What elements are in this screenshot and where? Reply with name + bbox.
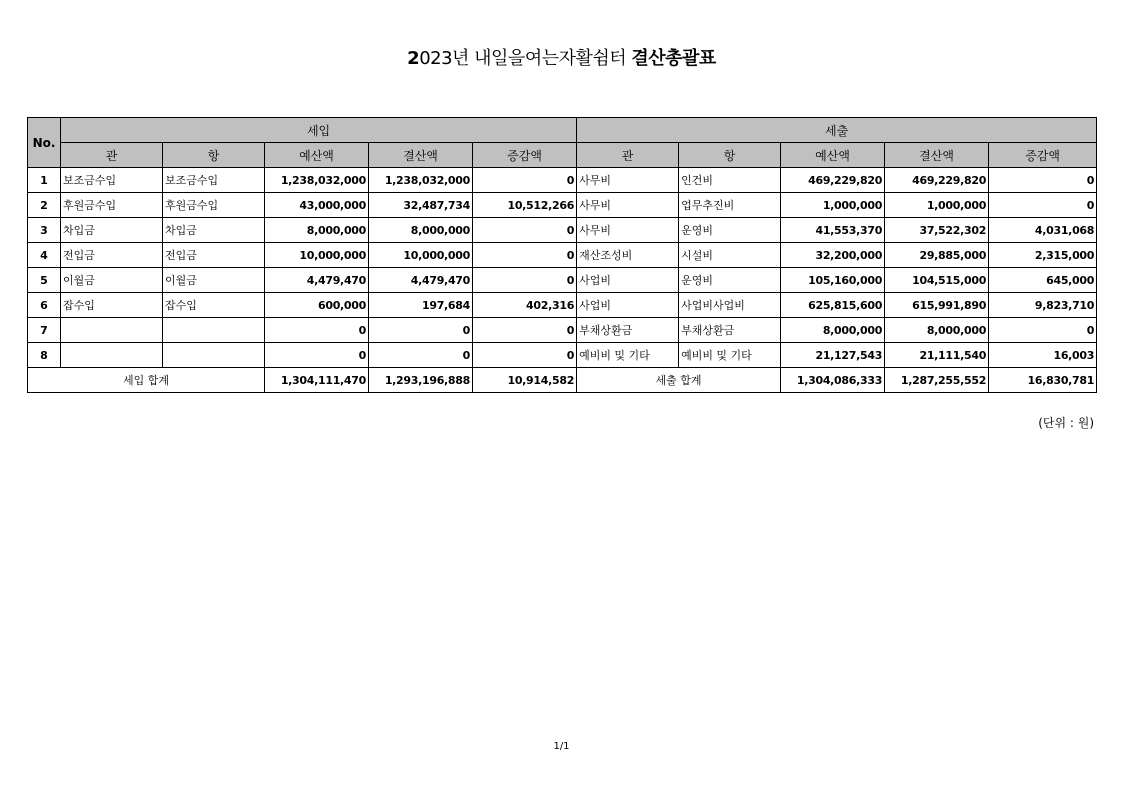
table-row [28, 268, 1097, 293]
header-income-settlement: 결산액 [369, 143, 473, 168]
expense-gwan: 사무비 [577, 218, 679, 243]
expense-budget: 21,127,543 [781, 343, 885, 368]
header-income-difference: 증감액 [473, 143, 577, 168]
income-hang: 후원금수입 [163, 193, 265, 218]
expense-settlement: 37,522,302 [885, 218, 989, 243]
expense-settlement: 104,515,000 [885, 268, 989, 293]
expense-gwan: 사업비 [577, 268, 679, 293]
income-settlement: 32,487,734 [369, 193, 473, 218]
income-budget: 43,000,000 [265, 193, 369, 218]
income-hang [163, 343, 265, 368]
income-budget: 0 [265, 343, 369, 368]
income-budget: 1,238,032,000 [265, 168, 369, 193]
expense-settlement: 21,111,540 [885, 343, 989, 368]
table-row [28, 293, 1097, 318]
table-row [28, 168, 1097, 193]
title-middle: 023년 내일을여는자활쉼터 [419, 48, 632, 69]
row-no: 5 [28, 268, 61, 293]
income-difference: 0 [473, 243, 577, 268]
header-expense-settlement: 결산액 [885, 143, 989, 168]
expense-difference: 16,003 [989, 343, 1097, 368]
expense-difference: 9,823,710 [989, 293, 1097, 318]
expense-gwan: 부채상환금 [577, 318, 679, 343]
expense-difference: 2,315,000 [989, 243, 1097, 268]
expense-settlement: 469,229,820 [885, 168, 989, 193]
income-difference: 0 [473, 318, 577, 343]
header-expense-hang: 항 [679, 143, 781, 168]
table-row [28, 243, 1097, 268]
expense-gwan: 사무비 [577, 168, 679, 193]
row-no: 1 [28, 168, 61, 193]
expense-hang: 운영비 [679, 218, 781, 243]
expense-difference: 645,000 [989, 268, 1097, 293]
header-expense-group: 세출 [577, 118, 1097, 143]
expense-settlement: 29,885,000 [885, 243, 989, 268]
header-income-budget: 예산액 [265, 143, 369, 168]
expense-difference: 0 [989, 168, 1097, 193]
header-expense-difference: 증감액 [989, 143, 1097, 168]
income-total-settlement: 1,293,196,888 [369, 368, 473, 393]
table-row [28, 343, 1097, 368]
header-no: No. [28, 118, 61, 168]
totals-row [28, 368, 1097, 393]
expense-budget: 8,000,000 [781, 318, 885, 343]
income-settlement: 4,479,470 [369, 268, 473, 293]
income-total-budget: 1,304,111,470 [265, 368, 369, 393]
income-difference: 0 [473, 218, 577, 243]
table-row [28, 193, 1097, 218]
expense-difference: 0 [989, 318, 1097, 343]
income-gwan: 차입금 [61, 218, 163, 243]
expense-total-label: 세출 합계 [577, 368, 781, 393]
income-gwan: 보조금수입 [61, 168, 163, 193]
row-no: 2 [28, 193, 61, 218]
income-hang: 이월금 [163, 268, 265, 293]
income-total-label: 세입 합계 [28, 368, 265, 393]
header-expense-budget: 예산액 [781, 143, 885, 168]
expense-total-settlement: 1,287,255,552 [885, 368, 989, 393]
expense-budget: 32,200,000 [781, 243, 885, 268]
expense-gwan: 사무비 [577, 193, 679, 218]
income-gwan: 후원금수입 [61, 193, 163, 218]
expense-gwan: 재산조성비 [577, 243, 679, 268]
income-budget: 8,000,000 [265, 218, 369, 243]
income-hang [163, 318, 265, 343]
header-expense-gwan: 관 [577, 143, 679, 168]
expense-difference: 0 [989, 193, 1097, 218]
row-no: 6 [28, 293, 61, 318]
expense-hang: 예비비 및 기타 [679, 343, 781, 368]
unit-note: (단위 : 원) [1038, 416, 1094, 430]
page-title [0, 44, 1123, 70]
expense-hang: 인건비 [679, 168, 781, 193]
table-row [28, 218, 1097, 243]
income-gwan [61, 318, 163, 343]
income-difference: 402,316 [473, 293, 577, 318]
income-gwan: 전입금 [61, 243, 163, 268]
income-settlement: 10,000,000 [369, 243, 473, 268]
income-settlement: 0 [369, 343, 473, 368]
income-gwan [61, 343, 163, 368]
header-income-gwan: 관 [61, 143, 163, 168]
header-income-group: 세입 [61, 118, 577, 143]
expense-hang: 부채상환금 [679, 318, 781, 343]
settlement-summary-table [27, 117, 1097, 393]
expense-hang: 업무추진비 [679, 193, 781, 218]
income-settlement: 1,238,032,000 [369, 168, 473, 193]
expense-gwan: 예비비 및 기타 [577, 343, 679, 368]
income-budget: 0 [265, 318, 369, 343]
row-no: 7 [28, 318, 61, 343]
row-no: 8 [28, 343, 61, 368]
expense-budget: 469,229,820 [781, 168, 885, 193]
income-budget: 10,000,000 [265, 243, 369, 268]
expense-hang: 사업비사업비 [679, 293, 781, 318]
expense-hang: 운영비 [679, 268, 781, 293]
expense-budget: 41,553,370 [781, 218, 885, 243]
expense-settlement: 1,000,000 [885, 193, 989, 218]
income-difference: 0 [473, 168, 577, 193]
row-no: 3 [28, 218, 61, 243]
title-first-char: 2 [407, 48, 420, 69]
expense-settlement: 615,991,890 [885, 293, 989, 318]
expense-hang: 시설비 [679, 243, 781, 268]
expense-total-difference: 16,830,781 [989, 368, 1097, 393]
group-header-row [28, 118, 1097, 143]
header-income-hang: 항 [163, 143, 265, 168]
column-header-row [28, 143, 1097, 168]
income-gwan: 잡수입 [61, 293, 163, 318]
income-hang: 보조금수입 [163, 168, 265, 193]
expense-difference: 4,031,068 [989, 218, 1097, 243]
row-no: 4 [28, 243, 61, 268]
income-settlement: 197,684 [369, 293, 473, 318]
income-difference: 0 [473, 268, 577, 293]
income-budget: 4,479,470 [265, 268, 369, 293]
page-number: 1/1 [553, 741, 570, 752]
income-difference: 10,512,266 [473, 193, 577, 218]
income-hang: 잡수입 [163, 293, 265, 318]
income-gwan: 이월금 [61, 268, 163, 293]
income-settlement: 0 [369, 318, 473, 343]
table-row [28, 318, 1097, 343]
expense-budget: 105,160,000 [781, 268, 885, 293]
expense-settlement: 8,000,000 [885, 318, 989, 343]
income-hang: 전입금 [163, 243, 265, 268]
title-bold: 결산총괄표 [631, 48, 716, 69]
income-hang: 차입금 [163, 218, 265, 243]
expense-budget: 1,000,000 [781, 193, 885, 218]
income-settlement: 8,000,000 [369, 218, 473, 243]
income-total-difference: 10,914,582 [473, 368, 577, 393]
expense-budget: 625,815,600 [781, 293, 885, 318]
expense-total-budget: 1,304,086,333 [781, 368, 885, 393]
income-budget: 600,000 [265, 293, 369, 318]
expense-gwan: 사업비 [577, 293, 679, 318]
income-difference: 0 [473, 343, 577, 368]
